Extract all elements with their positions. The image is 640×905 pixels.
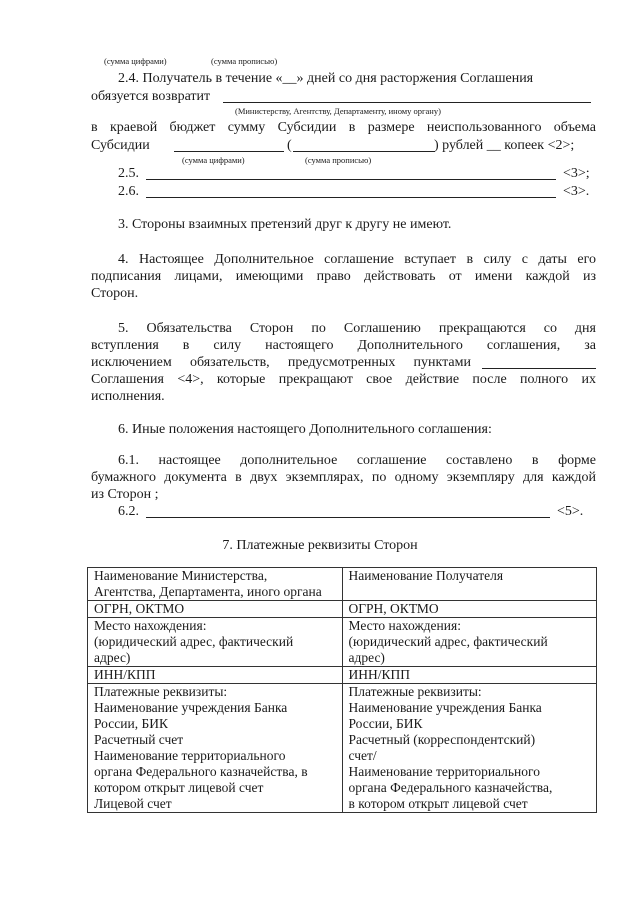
- cell-left-ogrn: ОГРН, ОКТМО: [88, 601, 343, 618]
- p6-2-number: 6.2.: [118, 504, 139, 519]
- cell-left-inn: ИНН/КПП: [88, 667, 343, 684]
- cell-left-name: Наименование Министерства, Агентства, Департамента, иного органа: [88, 568, 343, 601]
- p5-line4: Соглашения <4>, которые прекращают свое действие после полного их: [91, 372, 596, 387]
- p2-6-end: <3>.: [563, 184, 590, 199]
- p5-line1: 5. Обязательства Сторон по Соглашению прекращаются со дня: [118, 321, 596, 336]
- p2-4-line4-end: ) рублей __ копеек <2>;: [434, 138, 575, 153]
- p5-line5: исполнения.: [91, 389, 165, 404]
- p2-4-line2: обязуется возвратит: [91, 89, 211, 104]
- p6-text: 6. Иные положения настоящего Дополнительного соглашения:: [118, 422, 492, 437]
- p5-line3: исключением обязательств, предусмотренных пунктами: [91, 355, 471, 370]
- p2-4-blank-recipient: [223, 102, 591, 103]
- cell-right-ogrn: ОГРН, ОКТМО: [342, 601, 597, 618]
- p2-6-number: 2.6.: [118, 184, 139, 199]
- p2-4-line4-start: Субсидии: [91, 138, 150, 153]
- p2-4-caption-digits: (сумма цифрами): [182, 155, 245, 165]
- table-row-location: [88, 618, 597, 667]
- table-row-inn: [88, 667, 597, 684]
- p2-4-line1: 2.4. Получатель в течение «__» дней со дня расторжения Соглашения: [118, 71, 534, 86]
- p2-5-blank: [146, 179, 556, 180]
- table-row-ogrn: [88, 601, 597, 618]
- cell-right-inn: ИНН/КПП: [342, 667, 597, 684]
- p5-blank-points: [482, 368, 596, 369]
- cell-left-payment: Платежные реквизиты: Наименование учреждения Банка России, БИК Расчетный счет Наименование территориального органа Федерального казначейства, в котором открыт лицевой счет Лицевой счет: [88, 684, 343, 813]
- p5-line2: вступления в силу настоящего Дополнительного соглашения, за: [91, 338, 596, 353]
- cell-left-location: Место нахождения: (юридический адрес, фактический адрес): [88, 618, 343, 667]
- p2-4-caption-words: (сумма прописью): [305, 155, 372, 165]
- p2-5-number: 2.5.: [118, 166, 139, 181]
- p6-1-line2: бумажного документа в двух экземплярах, по одному экземпляру для каждой: [91, 470, 596, 485]
- cell-right-payment: Платежные реквизиты: Наименование учреждения Банка России, БИК Расчетный (корреспондентский) счет/ Наименование территориального органа Федерального казначейства, в котором открыт лицевой счет: [342, 684, 597, 813]
- cell-right-name: Наименование Получателя: [342, 568, 597, 601]
- p6-2-blank: [146, 517, 550, 518]
- p4-line2: подписания лицами, имеющими право действовать от имени каждой из: [91, 269, 596, 284]
- p2-4-caption-recipient: (Министерству, Агентству, Департаменту, иному органу): [235, 106, 441, 116]
- p4-line1: 4. Настоящее Дополнительное соглашение вступает в силу с даты его: [118, 252, 596, 267]
- caption-sum-digits: (сумма цифрами): [104, 56, 167, 66]
- p2-4-blank-digits: [174, 151, 284, 152]
- p4-line3: Сторон.: [91, 286, 139, 301]
- p2-4-blank-words: [293, 151, 435, 152]
- caption-sum-words: (сумма прописью): [211, 56, 278, 66]
- p2-6-blank: [146, 197, 556, 198]
- p6-2-end: <5>.: [557, 504, 584, 519]
- p6-1-line3: из Сторон ;: [91, 487, 159, 502]
- table-row-name: [88, 568, 597, 601]
- p3-text: 3. Стороны взаимных претензий друг к другу не имеют.: [118, 217, 452, 232]
- cell-right-location: Место нахождения: (юридический адрес, фактический адрес): [342, 618, 597, 667]
- p6-1-line1: 6.1. настоящее дополнительное соглашение составлено в форме: [118, 453, 596, 468]
- p2-4-line3: в краевой бюджет сумму Субсидии в размере неиспользованного объема: [91, 120, 596, 135]
- payment-details-table: [87, 567, 597, 813]
- table-row-payment: [88, 684, 597, 813]
- section7-title: 7. Платежные реквизиты Сторон: [222, 538, 418, 553]
- p2-4-line4-paren: (: [287, 138, 292, 153]
- p2-5-end: <3>;: [563, 166, 590, 181]
